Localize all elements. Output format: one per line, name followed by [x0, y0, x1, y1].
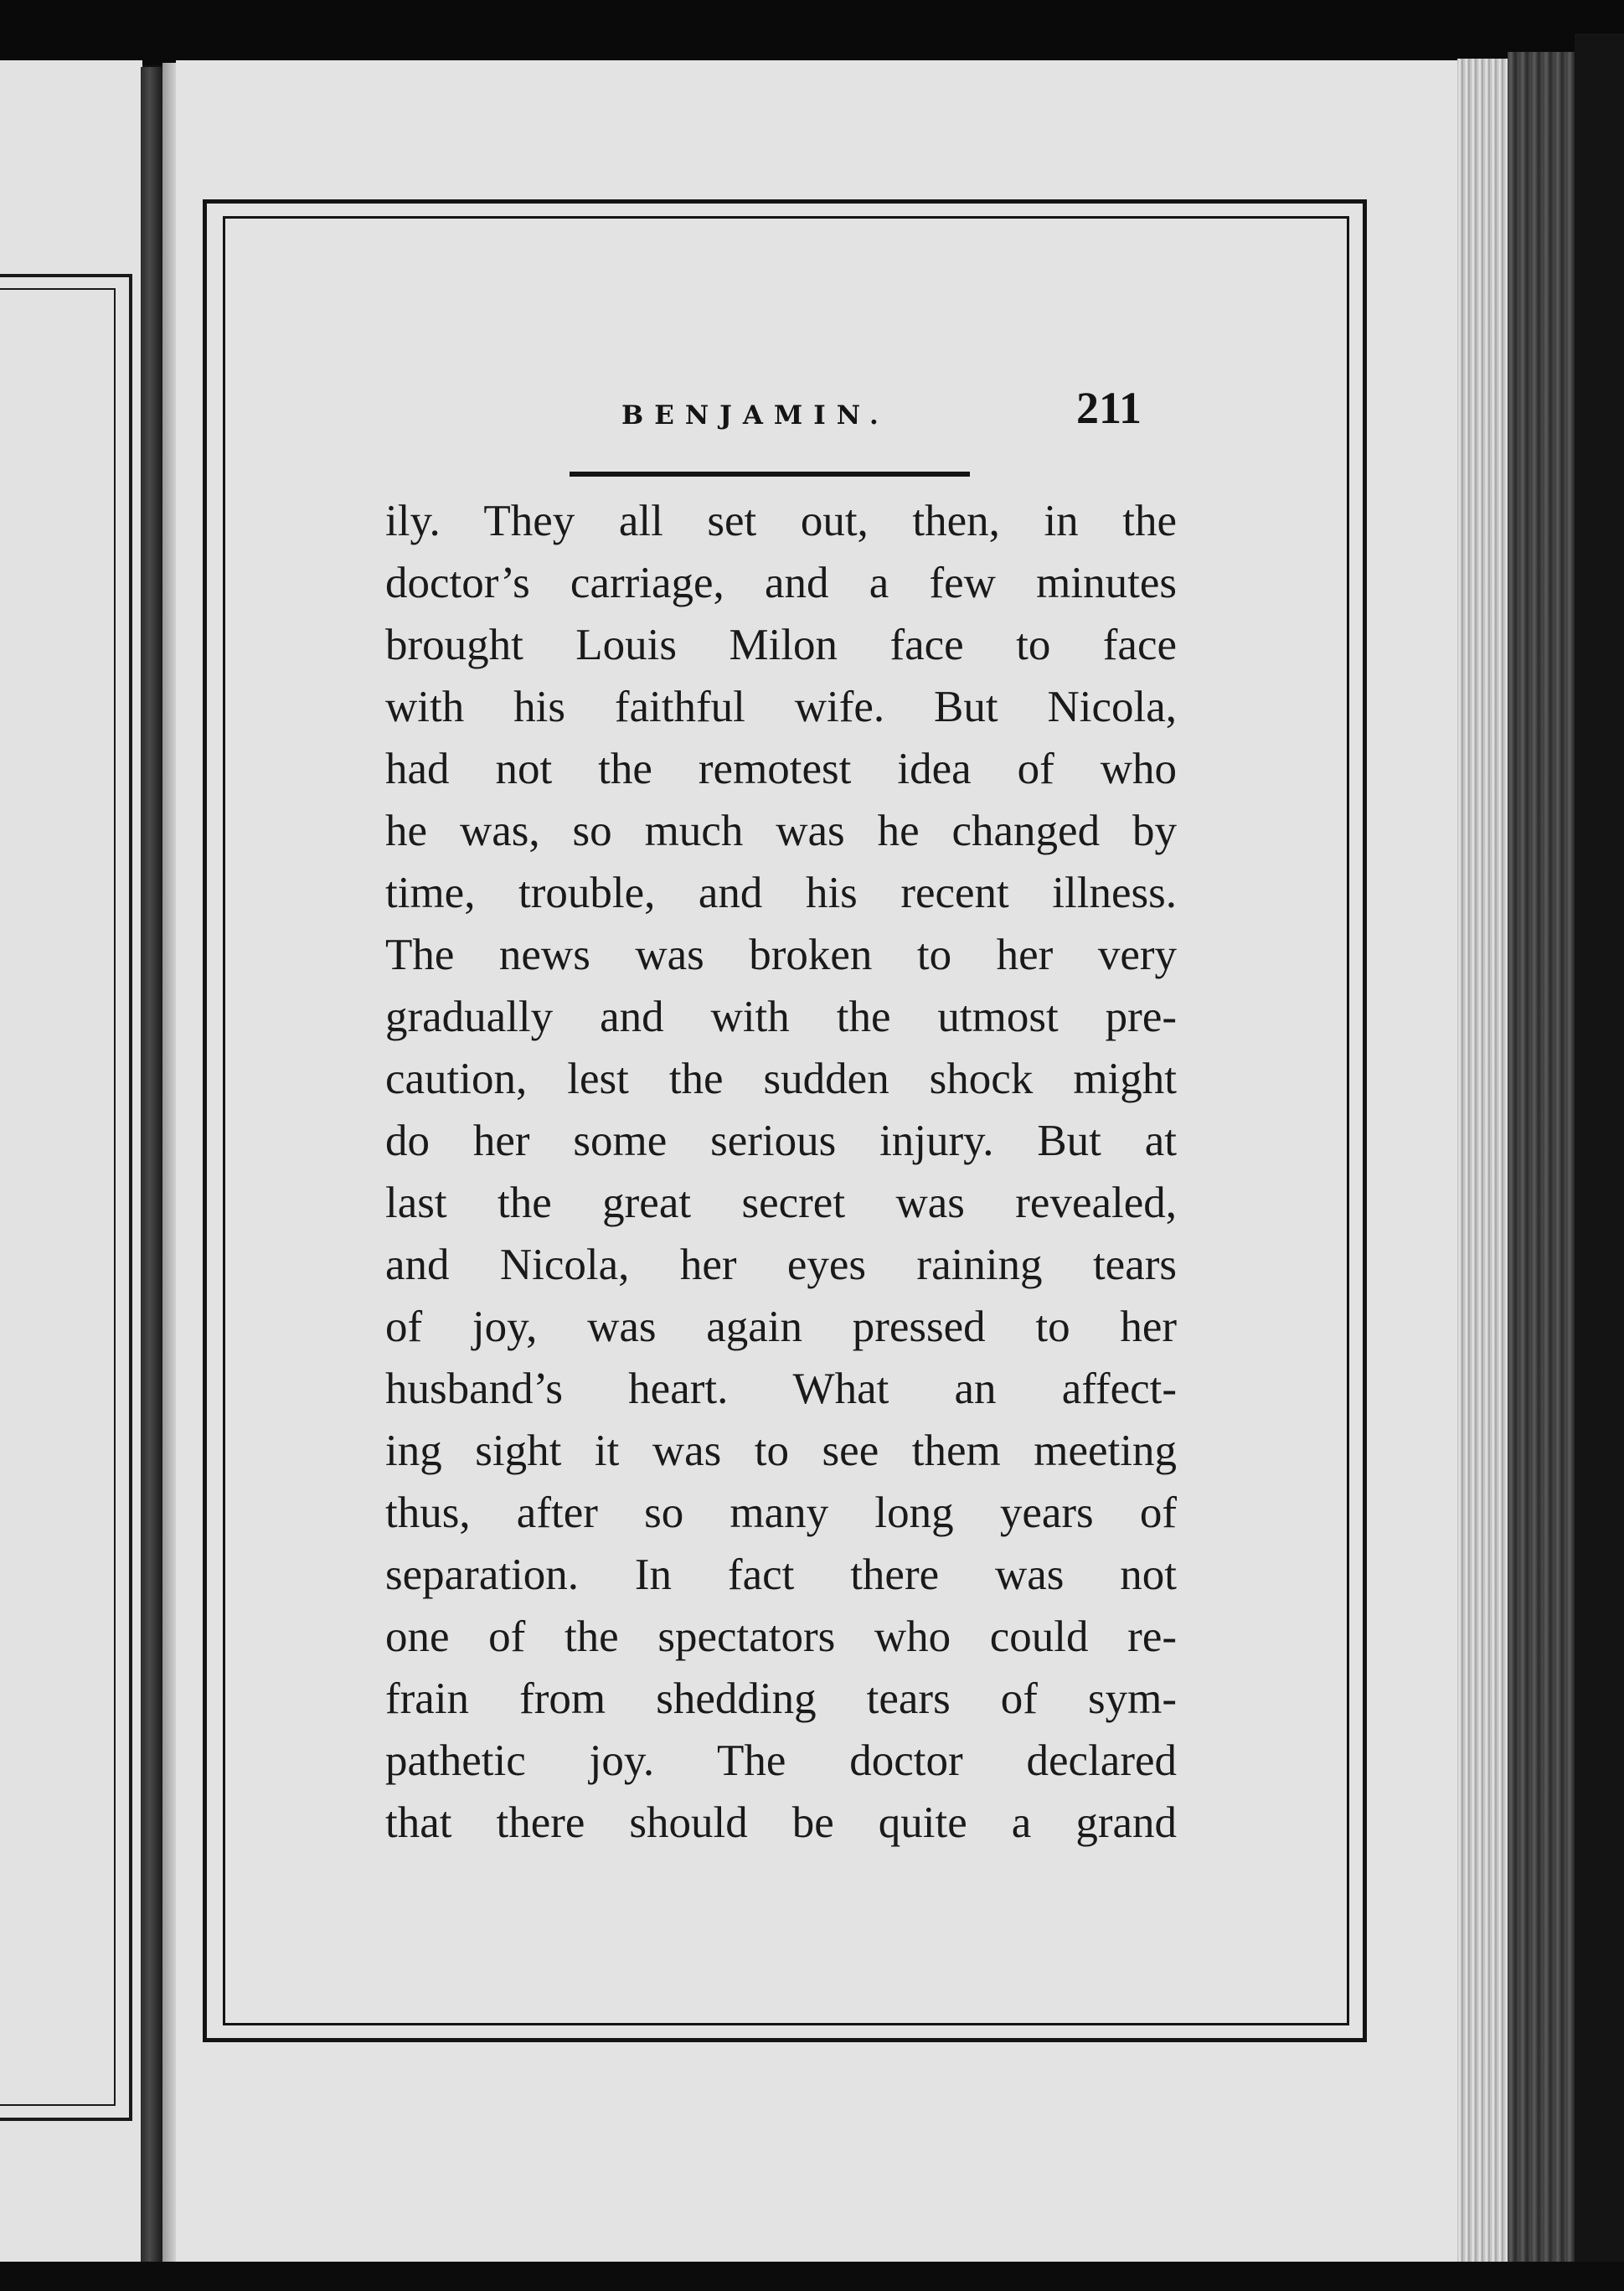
- running-head: BENJAMIN.: [621, 400, 889, 431]
- book-gutter: [141, 67, 162, 2262]
- book-cover-edge: [1508, 52, 1575, 2280]
- text-line: do her some serious injury. But at: [385, 1117, 1177, 1165]
- text-line: he was, so much was he changed by: [385, 807, 1177, 855]
- previous-page-frame-inner: [0, 288, 116, 2106]
- text-line: one of the spectators who could re-: [385, 1612, 1177, 1661]
- text-line: last the great secret was revealed,: [385, 1179, 1177, 1227]
- scan-bottom-border: [0, 2262, 1624, 2291]
- text-line: caution, lest the sudden shock might: [385, 1055, 1177, 1103]
- text-line: thus, after so many long years of: [385, 1489, 1177, 1537]
- text-line: gradually and with the utmost pre-: [385, 993, 1177, 1041]
- text-line: separation. In fact there was not: [385, 1551, 1177, 1599]
- scan-right-border: [1575, 34, 1624, 2291]
- text-line: pathetic joy. The doctor declared: [385, 1736, 1177, 1785]
- text-line: frain from shedding tears of sym-: [385, 1674, 1177, 1723]
- text-line: ily. They all set out, then, in the: [385, 497, 1177, 545]
- text-line: and Nicola, her eyes raining tears: [385, 1241, 1177, 1289]
- page-edges: [1457, 59, 1508, 2270]
- text-line: The news was broken to her very: [385, 931, 1177, 979]
- text-line: ing sight it was to see them meeting: [385, 1427, 1177, 1475]
- previous-page-fragment: [0, 60, 142, 2263]
- text-line: of joy, was again pressed to her: [385, 1303, 1177, 1351]
- header-rule: [570, 472, 970, 477]
- text-line: with his faithful wife. But Nicola,: [385, 683, 1177, 731]
- page-number: 211: [1076, 383, 1142, 433]
- text-line: time, trouble, and his recent illness.: [385, 869, 1177, 917]
- text-line: that there should be quite a grand: [385, 1798, 1177, 1847]
- text-line: husband’s heart. What an affect-: [385, 1365, 1177, 1413]
- text-line: doctor’s carriage, and a few minutes: [385, 559, 1177, 607]
- body-text: [385, 490, 1177, 1854]
- text-line: had not the remotest idea of who: [385, 745, 1177, 793]
- text-line: brought Louis Milon face to face: [385, 621, 1177, 669]
- scan-top-border: [0, 0, 1624, 65]
